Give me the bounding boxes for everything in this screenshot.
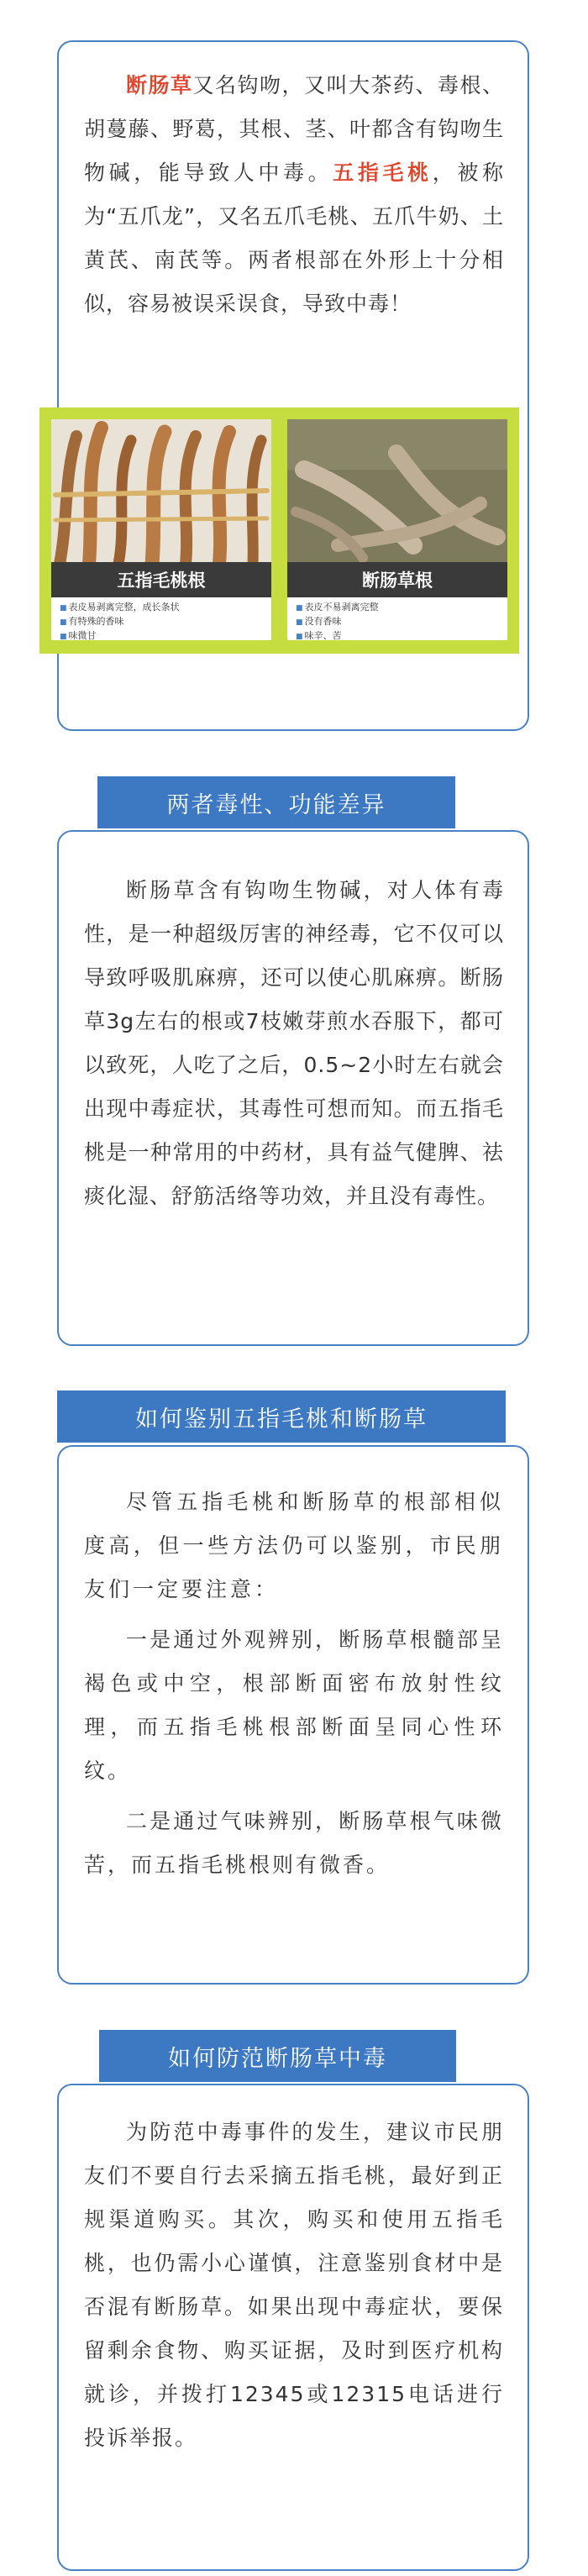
duanchangcao-root-label: 断肠草根 [287,562,507,597]
toxicity-paragraph: 断肠草含有钩吻生物碱，对人体有毒性，是一种超级厉害的神经毒，它不仅可以导致呼吸肌麻痹，还可以使心肌麻痹。断肠草3g左右的根或7枝嫩芽煎水吞服下，都可以致死，人吃了之后，0.5~2小时左右就会出现中毒症状，其毒性可想而知。而五指毛桃是一种常用的中药材，具有益气健脾、祛痰化湿、舒筋活络等功效，并且没有毒性。 [84,878,504,1208]
comparison-photo-panel [39,407,519,654]
prevention-paragraph: 为防范中毒事件的发生，建议市民朋友们不要自行去采摘五指毛桃，最好到正规渠道购买。其次，购买和使用五指毛桃，也仍需小心谨慎，注意鉴别食材中是否混有断肠草。如果出现中毒症状，要保留剩余食物、购买证据，及时到医疗机构就诊，并拨打12345或12315电话进行投诉举报。 [84,2120,504,2450]
duanchangcao-root-image [287,419,507,564]
section-header-identification: 如何鉴别五指毛桃和断肠草 [57,1391,506,1443]
note-item: ■ 味辛、苦 [296,629,507,644]
duanchangcao-root-notes [287,597,507,640]
intro-paragraph [84,64,504,326]
prevention-card [57,2084,529,2571]
wuzhimaotao-root-notes [51,597,271,640]
section-header-toxicity: 两者毒性、功能差异 [97,776,455,828]
wuzhimaotao-root-label: 五指毛桃根 [51,562,271,597]
identification-card [57,1445,529,1985]
identification-paragraph-1: 尽管五指毛桃和断肠草的根部相似度高，但一些方法仍可以鉴别，市民朋友们一定要注意： [84,1490,504,1601]
toxicity-card [57,830,529,1346]
note-item: ■ 表皮易剥离完整，成长条状 [60,601,271,615]
note-item: ■ 有特殊的香味 [60,615,271,629]
note-item: ■ 味微甘 [60,629,271,644]
section-header-prevention: 如何防范断肠草中毒 [99,2030,456,2082]
identification-paragraph-2: 一是通过外观辨别，断肠草根髓部呈褐色或中空，根部断面密布放射性纹理，而五指毛桃根部断面呈同心性环纹。 [84,1627,504,1783]
intro-text-2: ，被称为“五爪龙”，又名五爪毛桃、五爪牛奶、土黄芪、南芪等。两者根部在外形上十分相似，容易被误采误食，导致中毒！ [84,160,504,316]
note-item: ■ 表皮不易剥离完整 [296,601,507,615]
intro-text-1: 又名钩吻，又叫大茶药、毒根、胡蔓藤、野葛，其根、茎、叶都含有钩吻生物碱，能导致人中毒。 [84,73,504,185]
wuzhimaotao-highlight: 五指毛桃 [333,160,433,185]
duanchangcao-highlight: 断肠草 [126,73,193,97]
identification-paragraph-3: 二是通过气味辨别，断肠草根气味微苦，而五指毛桃根则有微香。 [84,1809,504,1877]
wuzhimaotao-root-image [51,419,271,564]
photo-wuzhimaotao-root [51,419,271,640]
photo-duanchangcao-root [287,419,507,640]
note-item: ■ 没有香味 [296,615,507,629]
